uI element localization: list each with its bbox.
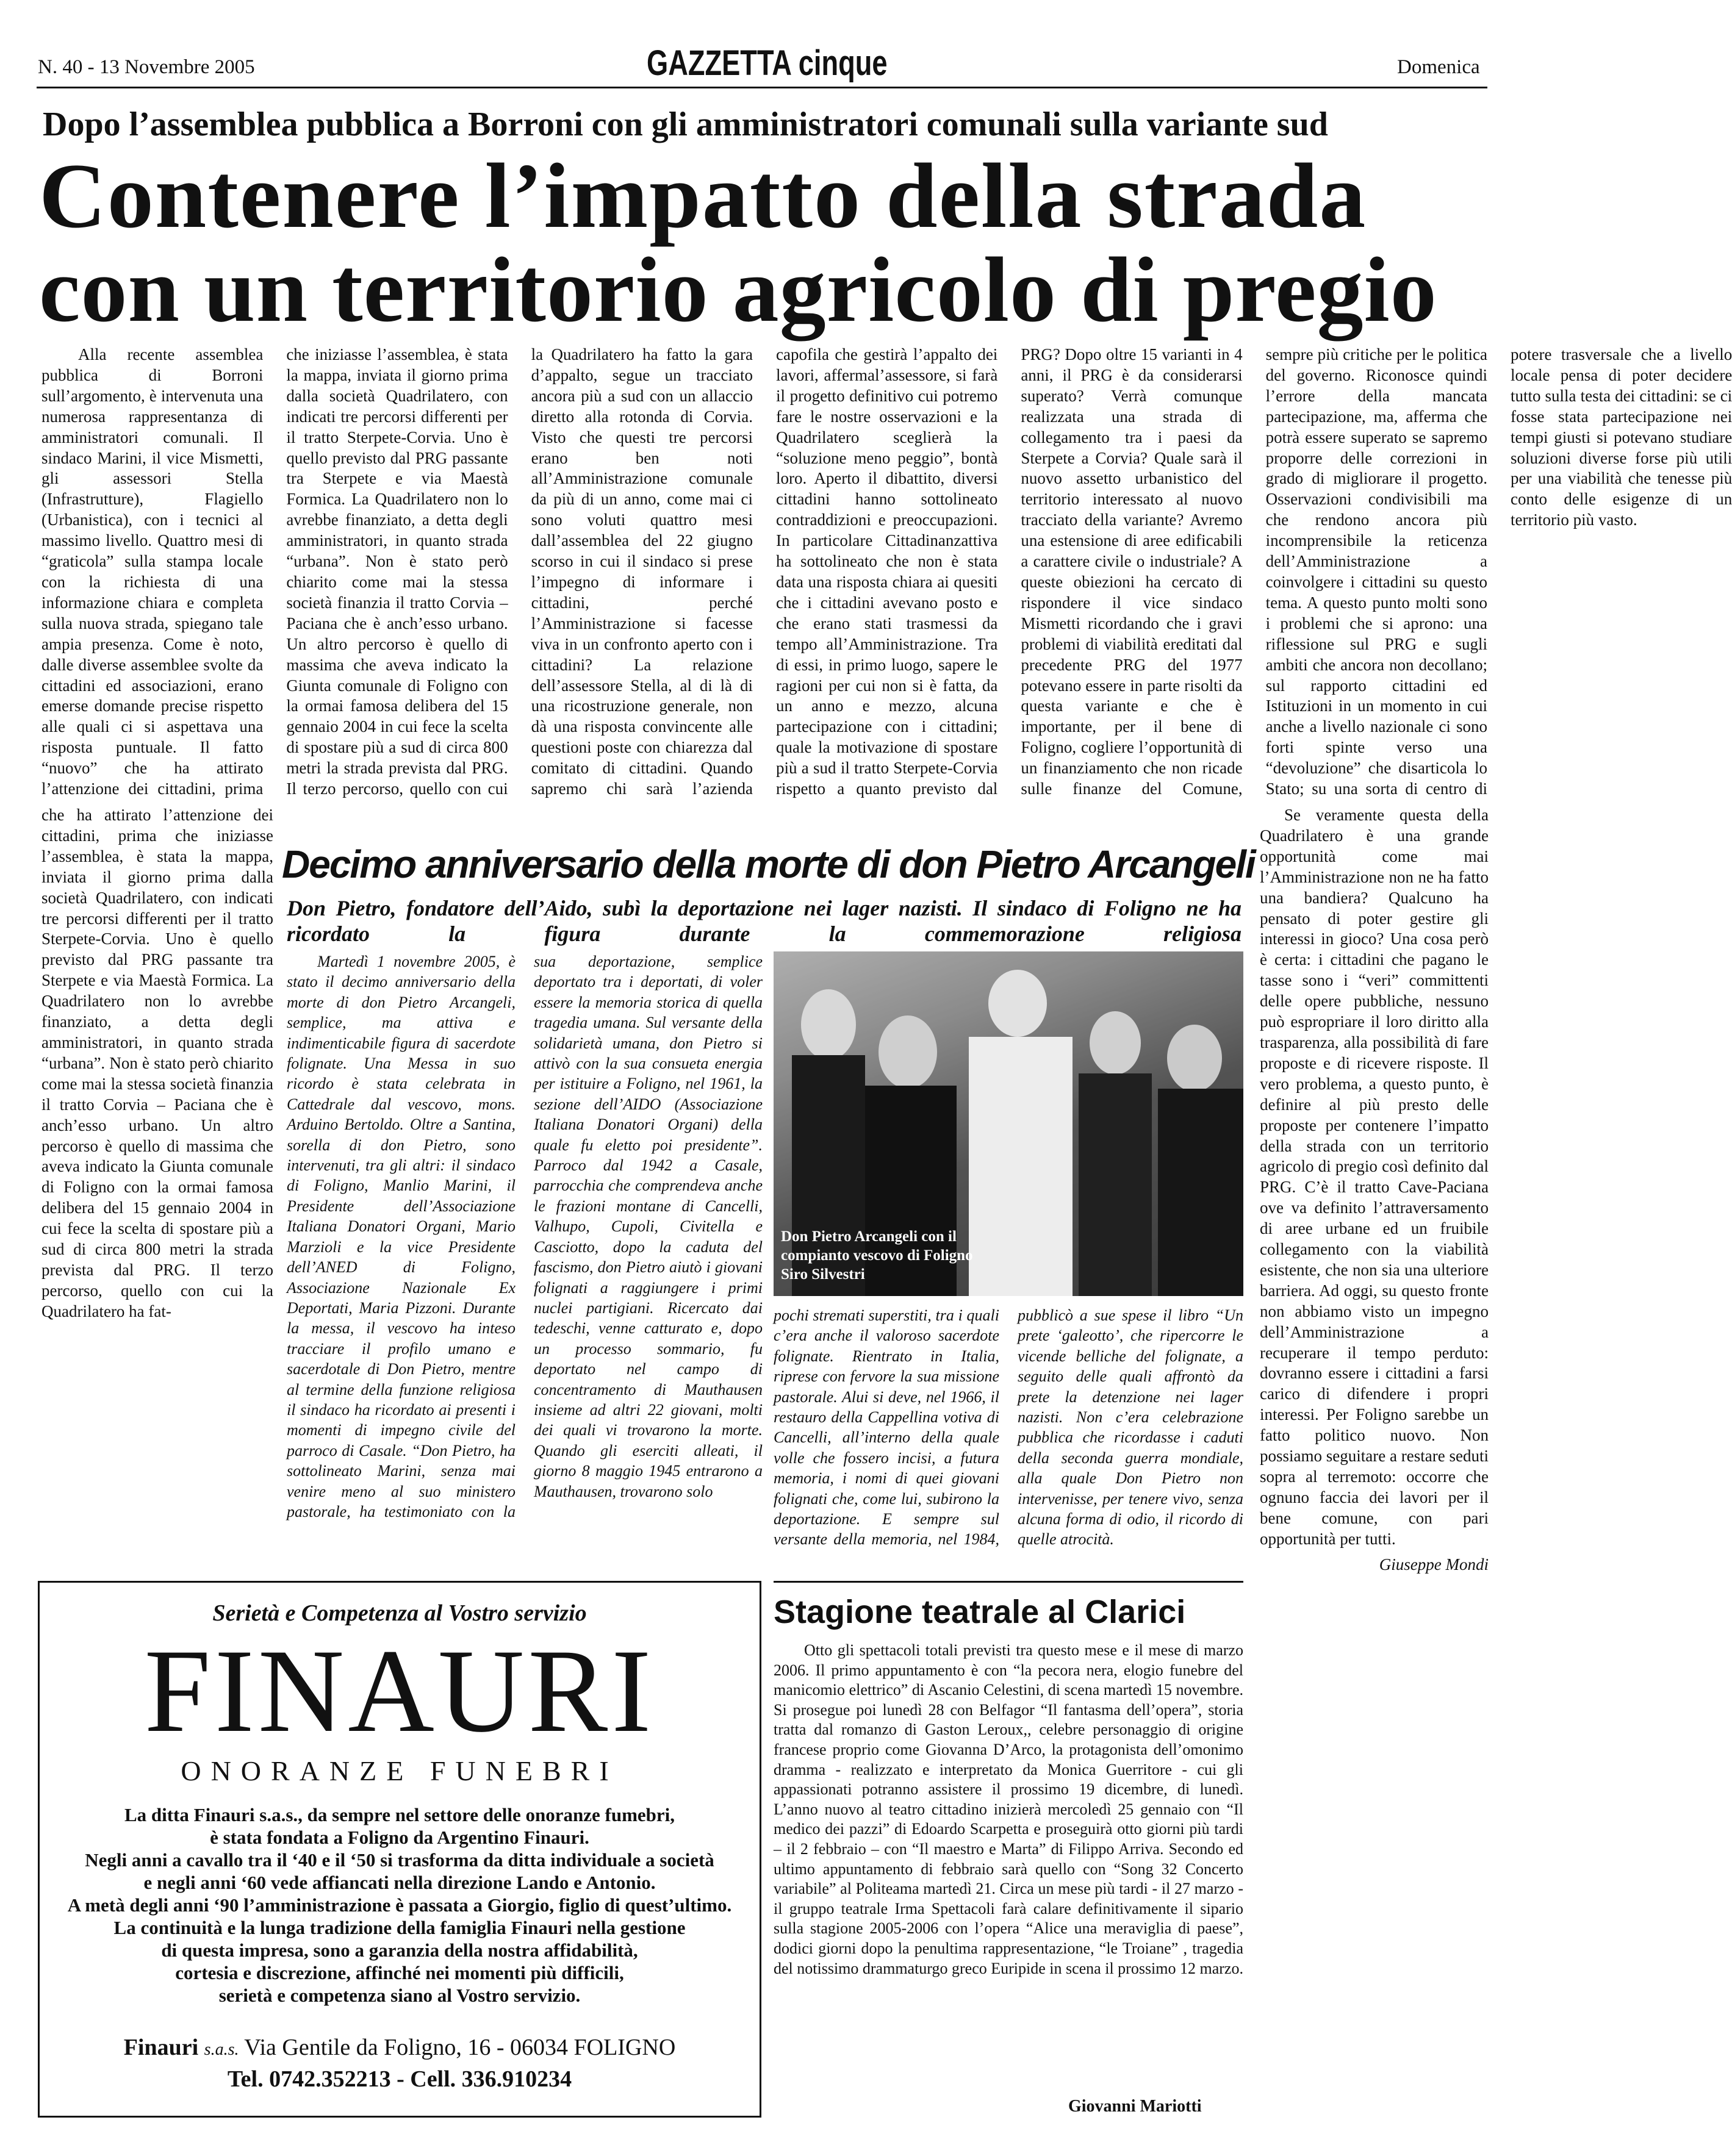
photo-arcangeli (774, 951, 1243, 1296)
issue-number: N. 40 - 13 Novembre 2005 (38, 56, 255, 78)
headline-line-2: con un territorio agricolo di pregio (39, 238, 1437, 341)
arcangeli-body-right (774, 1305, 1243, 1567)
ad-line: di questa impresa, sono a garanzia della nostra affidabilità, (161, 1939, 638, 1961)
ad-brand: FINAURI (144, 1625, 655, 1757)
ad-line: La ditta Finauri s.a.s., da sempre nel settore delle onoranze fumebri, (124, 1804, 675, 1825)
teatro-text: Otto gli spettacoli totali previsti tra questo mese e il mese di marzo 2006. Il primo appuntamento è con “la pecora nera, elogio funebre del manicomio elettrico” di Ascanio Celestini, di scena martedì 15 novembre. Si prosegue poi lunedì 28 con Belfagor “Il fantasma dell’opera”, storia tratta dal romanzo di Gaston Leroux,, celebre personaggio di origine francese proprio come Giovanna D’Arco, la protagonista dell’omonimo dramma - realizzato e interpretato da Monica Guerritore - cui gli appassionati potranno assistere il prossimo 19 dicembre, di lunedì. L’anno nuovo al teatro cittadino inizierà mercoledì 25 gennaio con “Il medico dei pazzi” di Edoardo Scarpetta e proseguirà otto giorni più tardi – il 2 febbraio – con “Il maestro e Marta” di Filippo Arriva. Secondo ed ultimo appuntamento di febbraio sarà quello con “Song 32 Concerto variabile” al Politeama martedì 21. Circa un mese più tardi - il 27 marzo - il gruppo teatrale Irma Spettacoli farà calare definitivamente il sipario sulla stagione 2005-2006 con l’opera “Alice una meraviglia di paese”, dodici giorni dopo la penultima rappresentazione, “le Troiane” , tragedia del notissimo drammaturgo greco Euripide in scena il prossimo 12 marzo. (774, 1641, 1243, 1977)
ad-tagline: Serietà e Competenza al Vostro servizio (212, 1600, 587, 1626)
ad-address: Via Gentile da Foligno, 16 - 06034 FOLIGNO (244, 2035, 676, 2060)
issue-day: Domenica (1397, 56, 1480, 78)
main-article-author: Giuseppe Mondi (1379, 1555, 1489, 1574)
main-article-col1-lower (41, 805, 273, 1552)
ad-line: serietà e competenza siano al Vostro servizio. (218, 1985, 581, 2006)
ad-address-name: Finauri (123, 2035, 199, 2060)
main-article-col6-text: Se veramente questa della Quadrilatero è una grande opportunità come mai l’Amministrazione non ne ha fatto una bandiera? Qualcuno ha pensato di poter gestire gli interessi in gioco? Una cosa però è certa: i cittadini che pagano le tasse sono i “veri” committenti delle opere pubbliche, nessuno può espropriare il loro diritto alla trasparenza, alla possibilità di fare proposte e di ricevere risposte. Il vero problema, a questo punto, è definire al più presto delle proposte per contenere l’impatto della strada con un territorio agricolo di pregio così definito dal PRG. C’è il tratto Cave-Paciana ove va definito l’attraversamento di aree urbane ed un fruibile collegamento con la viabilità esistente, che non sia una ulteriore barriera. Ad oggi, su questo fronte non abbiamo visto un impegno dell’Amministrazione a recuperare il tempo perduto: dovranno essere i cittadini a farsi carico di difendere i propri interessi. Per Foligno sarebbe un fatto politico nuovo. Non possiamo seguitare a restare seduti sopra al terremoto: occorre che ognuno faccia dei lavori per il bene comune, con pari opportunità per tutti. (1260, 806, 1489, 1548)
main-article-col6 (1260, 805, 1489, 2116)
arcangeli-text-2: pochi stremati superstiti, tra i quali c’era anche il valoroso sacerdote folignate. Rientrato in Italia, riprese con fervore la sua missione pastorale. Alui si deve, nel 1966, il restauro della Cappellina votiva di Cancelli, all’interno della quale volle che fossero incisi, a futura memoria, i nomi di quei giovani folignati che, come lui, subirono la deportazione. E sempre sul versante della memoria, nel 1984, pubblicò a sue spese il libro “Un prete ‘galeotto’, che ripercorre le vicende belliche del folignate, a seguito delle quali affrontò da prete la detenzione nei lager nazisti. Non c’era celebrazione pubblica che ricordasse i caduti della seconda guerra mondiale, alla quale Don Pietro non intervenisse, per tenere vivo, senza alcuna forma di odio, il ricordo di quelle atrocità. (774, 1306, 1243, 1549)
photo-caption: Don Pietro Arcangeli con il compianto vescovo di Foligno Siro Silvestri (781, 1228, 973, 1283)
arcangeli-text-1: Martedì 1 novembre 2005, è stato il decimo anniversario della morte di don Pietro Arcangeli, semplice, ma attiva e indimenticabile figura di sacerdote folignate. Una Messa in suo ricordo è stata celebrata in Cattedrale dal vescovo, mons. Arduino Bertoldo. Oltre a Santina, sorella di don Pietro, sono intervenuti, tra gli altri: il sindaco di Foligno, Manlio Marini, il Presidente dell’Associazione Italiana Donatori Organi, Mario Marzioli e la vice Presidente dell’ANED di Foligno, Associazione Nazionale Ex Deportati, Maria Pizzoni. Durante la messa, il vescovo ha inteso tracciare il profilo umano e sacerdotale di Don Pietro, mentre al termine della funzione religiosa il sindaco ha ricordato ai presenti i momenti di impegno civile del parroco di Casale. “Don Pietro, ha sottolineato Marini, senza mai venire meno al suo ministero pastorale, ha testimoniato con la sua deportazione, semplice deportato tra i deportati, di voler essere la memoria storica di quella tragedia umana. Sul versante della solidarietà umana, don Pietro si attivò con la sua consueta energia per istituire a Foligno, nel 1961, la sezione dell’AIDO (Associazione Italiana Donatori Organi) della quale fu eletto poi presidente”. Parroco dal 1942 a Casale, parrocchia che comprendeva anche le frazioni montane di Cancelli, Valhupo, Cupoli, Civitella e Casciotto, dopo la caduta del fascismo, don Pietro aiutò i giovani folignati a raggiungere i primi nuclei partigiani. Ricercato dai tedeschi, venne catturato e, dopo un processo sommario, fu deportato nel campo di concentramento di Mauthausen insieme ad altri 22 giovani, molti dei quali vi trovarono la morte. Quando gli eserciti alleati, il giorno 8 maggio 1945 entrarono a Mauthausen, trovarono solo (287, 953, 763, 1520)
ad-line: A metà degli anni ‘90 l’amministrazione è passata a Giorgio, figlio di quest’ultimo. (67, 1894, 732, 1916)
arcangeli-headline: Decimo anniversario della morte di don Pietro Arcangeli (282, 842, 1255, 886)
main-article-body (41, 345, 1732, 805)
arcangeli-subhead: Don Pietro, fondatore dell’Aido, subì la deportazione nei lager nazisti. Il sindaco di Foligno ne ha ricordato la figura durante la commemorazione religiosa (287, 896, 1242, 946)
main-article-col1-lower-text: che ha attirato l’attenzione dei cittadini, prima che iniziasse l’assemblea, è stata la mappa, inviata il giorno prima dalla società Quadrilatero, con indicati tre percorsi differenti per il tratto Sterpete-Corvia. Uno è quello previsto dal PRG passante tra Sterpete e via Maestà Formica. La Quadrilatero non lo avrebbe finanziato, a detta degli amministratori, in quanto strada “urbana”. Non è stato però chiarito come mai la stessa società finanzia il tratto Corvia – Paciana che è anch’esso urbano. Un altro percorso è quello di massima che aveva indicato la Giunta comunale di Foligno con la ormai famosa delibera del 15 gennaio 2004 in cui fece la scelta di spostare più a sud di circa 800 metri la strada prevista dal PRG. Il terzo percorso, quello con cui la Quadrilatero ha fat- (41, 806, 273, 1320)
arcangeli-body-left (287, 951, 763, 1567)
headline-line-1: Contenere l’impatto della strada (39, 145, 1367, 247)
ad-address-line (40, 2034, 760, 2061)
finauri-ad (38, 1581, 761, 2118)
ad-description (40, 1803, 760, 2007)
ad-line: cortesia e discrezione, affinché nei momenti più difficili, (175, 1962, 624, 1983)
teatro-body (774, 1641, 1243, 2116)
ad-line: e negli anni ‘60 vede affiancati nella direzione Lando e Antonio. (143, 1872, 656, 1893)
ad-line: La continuità e la lunga tradizione della famiglia Finauri nella gestione (113, 1917, 686, 1938)
kicker: Dopo l’assemblea pubblica a Borroni con gli amministratori comunali sulla variante sud (43, 106, 1328, 143)
header-rule (37, 87, 1487, 88)
ad-address-sas: s.a.s. (204, 2040, 239, 2059)
ad-subtitle: ONORANZE FUNEBRI (181, 1755, 619, 1786)
ad-line: è stata fondata a Foligno da Argentino Finauri. (210, 1827, 589, 1848)
ad-phone: Tel. 0742.352213 - Cell. 336.910234 (227, 2066, 572, 2092)
paper-title: GAZZETTA cinque (647, 43, 888, 83)
ad-line: Negli anni a cavallo tra il ‘40 e il ‘50 si trasforma da ditta individuale a società (85, 1849, 714, 1871)
main-article-text: Alla recente assemblea pubblica di Borroni sull’argomento, è intervenuta una numerosa rappresentanza di amministratori comunali. Il sindaco Marini, il vice Mismetti, gli assessori Stella (Infrastrutture), Flagiello (Urbanistica), con i tecnici al massimo livello. Quattro mesi di “graticola” sulla stampa locale con la richiesta di una informazione chiara e completa sulla nuova strada, spiegano tale ampia presenza. Come è noto, dalle diverse assemblee svolte da cittadini ed associazioni, erano emerse domande precise rispetto alle quali ci si aspettava una risposta puntuale. Il fatto “nuovo” che ha attirato l’attenzione dei cittadini, prima che iniziasse l’assemblea, è stata la mappa, inviata il giorno prima dalla società Quadrilatero, con indicati tre percorsi differenti per il tratto Sterpete-Corvia. Uno è quello previsto dal PRG passante tra Sterpete e via Maestà Formica. La Quadrilatero non lo avrebbe finanziato, a detta degli amministratori, in quanto strada “urbana”. Non è stato però chiarito come mai la stessa società finanzia il tratto Corvia – Paciana che è anch’esso urbano. Un altro percorso è quello di massima che aveva indicato la Giunta comunale di Foligno con la ormai famosa delibera del 15 gennaio 2004 in cui fece la scelta di spostare più a sud di circa 800 metri la strada prevista dal PRG. Il terzo percorso, quello con cui la Quadrilatero ha fatto la gara d’appalto, segue un tracciato ancora più a sud con un allaccio diretto alla rotonda di Corvia. Visto che questi tre percorsi erano ben noti all’Amministrazione comunale da più di un anno, come mai ci sono voluti quattro mesi dall’assemblea del 22 giugno scorso in cui il sindaco si prese l’impegno di informare i cittadini, perché l’Amministrazione si facesse viva in un confronto aperto con i cittadini? La relazione dell’assessore Stella, al di là di una ricostruzione generale, non dà una risposta convincente alle questioni poste con chiarezza dal comitato di cittadini. Quando sapremo chi sarà l’azienda capofila che gestirà l’appalto dei lavori, affermal’assessore, si farà il progetto definitivo cui potremo fare le nostre osservazioni e la Quadrilatero sceglierà la “soluzione meno peggio”, bontà loro. Aperto il dibattito, diversi cittadini hanno sottolineato contraddizioni e preoccupazioni. In particolare Cittadinanzattiva ha sottolineato che non è stata data una risposta chiara ai quesiti che i cittadini avevano posto e che erano stati trasmessi da tempo all’Amministrazione. Tra di essi, in primo luogo, sapere le ragioni per cui non si è fatta, da un anno e mezzo, alcuna partecipazione con i cittadini; quale la motivazione di spostare più a sud il tratto Sterpete-Corvia rispetto a quanto previsto dal PRG? Dopo oltre 15 varianti in 4 anni, il PRG è da considerarsi superato? Verrà comunque realizzata una strada di collegamento tra i paesi da Sterpete a Corvia? Quale sarà il nuovo assetto urbanistico del territorio interessato al nuovo tracciato della variante? Avremo una estensione di aree edificabili a carattere civile o industriale? A queste obiezioni ha cercato di rispondere il vice sindaco Mismetti ricordando che i gravi problemi di viabilità ereditati dal precedente PRG del 1977 potevano essere in parte risolti da questa variante e che è importante, per il bene di Foligno, cogliere l’opportunità di un finanziamento che non ricade sulle finanze del Comune, sempre più critiche per le politica del governo. Riconosce quindi l’errore della mancata partecipazione, ma, afferma che potrà essere superato se sapremo proporre delle correzioni in grado di migliorare il progetto. Osservazioni condivisibili ma che rendono ancora più incomprensibile la reticenza dell’Amministrazione a coinvolgere i cittadini su questo tema. A questo punto molti sono i problemi che si aprono: una riflessione sul PRG e sugli ambiti che ancora non decollano; sul rapporto cittadini ed Istituzioni in un momento in cui anche a livello nazionale ci sono forti spinte verso una “devoluzione” che disarticola lo Stato; su una sorta di centro di potere trasversale che a livello locale pensa di poter decidere tutto sulla testa dei cittadini: se ci fosse stata partecipazione nei tempi giusti si potevano studiare soluzioni diverse forse più utili per una viabilità che tenesse più conto delle esigenze di un territorio più vasto. (41, 345, 1732, 798)
teatro-headline: Stagione teatrale al Clarici (774, 1594, 1186, 1630)
teatro-author: Giovanni Mariotti (1065, 2097, 1202, 2116)
teatro-rule (774, 1581, 1243, 1583)
